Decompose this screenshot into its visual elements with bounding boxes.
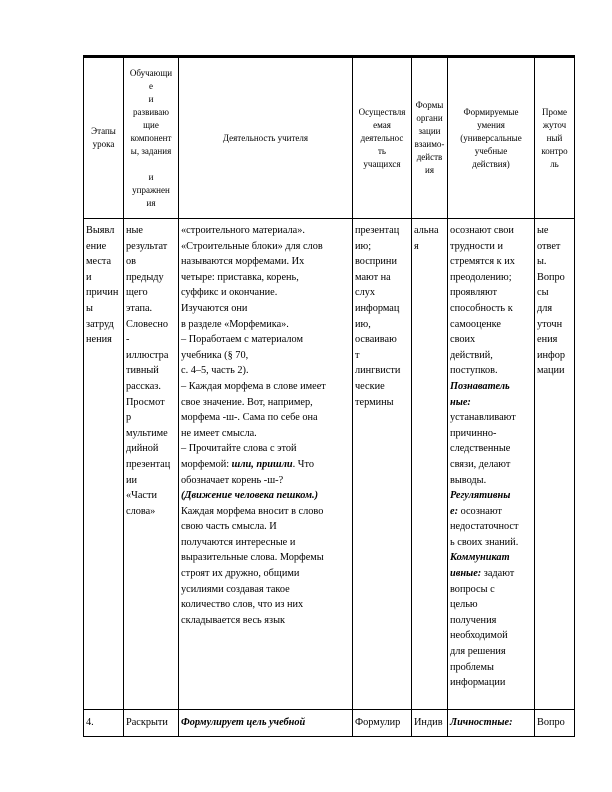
lesson-plan-table	[83, 55, 575, 737]
cell-components: ные результат ов предыду щего этапа. Словесно - иллюстра тивный рассказ. Просмот р мультиме дийной презентац ии «Части слова»	[124, 219, 179, 710]
cell-stage: 4.	[84, 710, 124, 737]
cell-control: ые ответ ы. Вопро сы для уточн ения инфор мации	[535, 219, 575, 710]
text-segment: Каждая морфема вносит в слово свою часть смысла. И получаются интересные и выразительные слова. Морфемы строят их дружно, общими усилиями создавая такое количество слов, что из них складывается весь язык	[181, 505, 324, 626]
header-skills: Формируемые умения (универсальные учебные действия)	[448, 57, 535, 219]
cell-control: Вопро	[535, 710, 575, 737]
emphasized-text: шли, пришли	[231, 458, 293, 470]
text-segment: осознают недостаточност ь своих знаний.	[450, 505, 519, 548]
table-row	[84, 710, 575, 737]
header-components: Обучающи е и развиваю щие компонент ы, задания и упражнен ия	[124, 57, 179, 219]
table-header-row	[84, 57, 575, 219]
cell-skills	[448, 219, 535, 710]
cell-teacher	[179, 219, 353, 710]
text-segment: . Что обозначает корень -ш-?	[181, 458, 314, 486]
cell-students: презентац ию; восприни мают на слух информац ию, осваиваю т лингвисти ческие термины	[353, 219, 412, 710]
cell-stage: Выявл ение места и причин ы затруд нения	[84, 219, 124, 710]
text-segment: устанавливают причинно- следственные связи, делают выводы.	[450, 412, 516, 486]
emphasized-text: Познаватель ные:	[450, 380, 510, 408]
cell-forms: Индив	[412, 710, 448, 737]
cell-students: Формулир	[353, 710, 412, 737]
text-segment: осознают свои трудности и стремятся к их преодолению; проявляют способность к самооценке своих действий, поступков.	[450, 225, 515, 377]
emphasized-text: Регулятивны е:	[450, 490, 511, 517]
cell-skills: Личностные:	[448, 710, 535, 737]
header-forms: Формы органи зации взаимо- действ ия	[412, 57, 448, 219]
header-control: Проме жуточ ный контро ль	[535, 57, 575, 219]
cell-components: Раскрыти	[124, 710, 179, 737]
cell-teacher: Формулирует цель учебной	[179, 710, 353, 737]
emphasized-text: (Движение человека пешком.)	[181, 490, 319, 502]
emphasized-text: Коммуникат ивные:	[450, 552, 510, 580]
header-student-activity: Осуществля емая деятельнос ть учащихся	[353, 57, 412, 219]
table-row	[84, 219, 575, 710]
text-segment: задают вопросы с целью получения необходимой для решения проблемы информации	[450, 568, 515, 689]
text-segment: «строительного материала». «Строительные блоки» для слов называются морфемами. Их четыре: приставка, корень, суффикс и окончание. Изучаются они в разделе «Морфемика». – Поработаем с материалом учебника (§ 70, с. 4–5, часть 2). – Каждая морфема в слове имеет свое значение. Вот, например, морфема -ш-. Сама по себе она не имеет смысла. – Прочитайте слова с этой морфемой:	[181, 225, 326, 470]
header-stages: Этапы урока	[84, 57, 124, 219]
cell-forms: альна я	[412, 219, 448, 710]
header-teacher-activity: Деятельность учителя	[179, 57, 353, 219]
